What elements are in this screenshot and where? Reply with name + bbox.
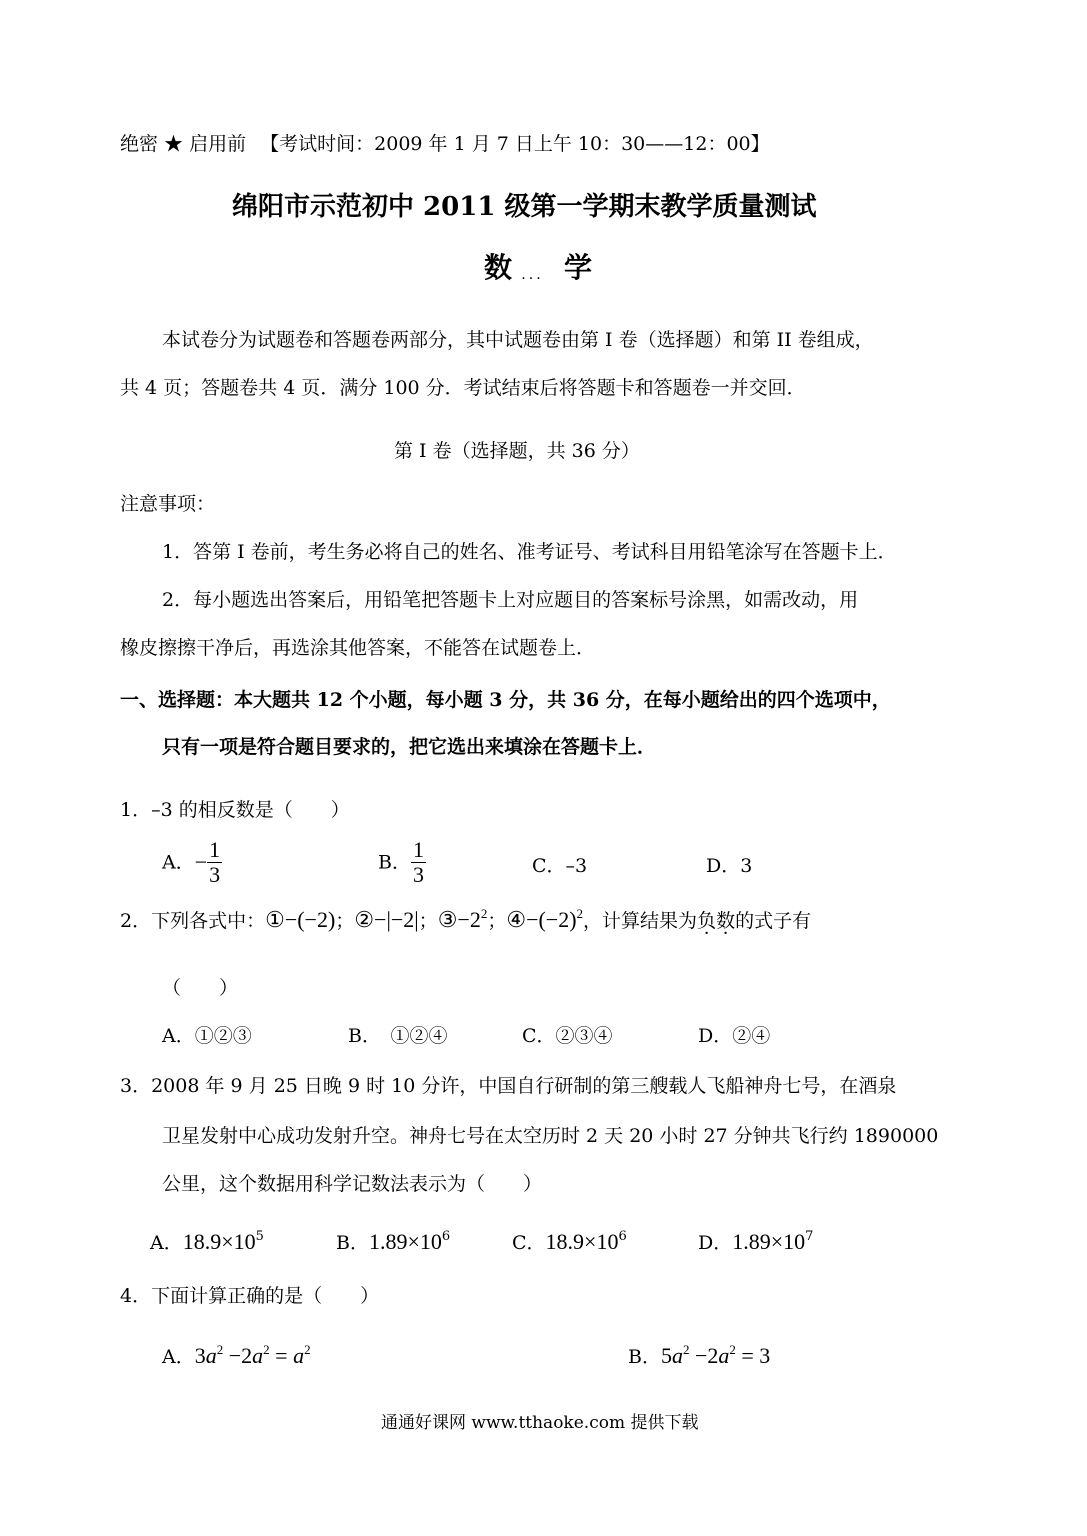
q4-b-exp-1: 2 (682, 1342, 690, 1357)
q3-b-label: B． (336, 1232, 369, 1254)
q4-b-coef-1: 5 (660, 1343, 672, 1368)
q2-expr-3 (438, 907, 488, 932)
q2-option-c: C．②③④ (522, 1025, 613, 1047)
q2-expr-2: ②−|−2| (354, 907, 419, 932)
secret-label: 绝密 ★ 启用前 (120, 133, 247, 155)
q3-option-c (512, 1230, 627, 1255)
q1-b-numerator: 1 (412, 837, 424, 862)
q2-paren: （ ） (162, 977, 239, 999)
q3-c-base: 18.9×10 (545, 1229, 619, 1254)
section1-line-1: 一、选择题：本大题共 12 个小题，每小题 3 分，共 36 分，在每小题给出的四个选项中， (120, 689, 891, 711)
q1-option-d: D．3 (706, 855, 753, 877)
q2-emphasis-shu: 数 (716, 910, 736, 932)
q1-option-a (162, 838, 222, 898)
q2-sep-3: ； (487, 910, 507, 932)
q2-emphasis-fu: 负 (697, 910, 717, 932)
q4-b-label: B． (628, 1346, 661, 1368)
q2-prefix: 2．下列各式中： (120, 910, 266, 932)
q4-b-exp-2: 2 (729, 1342, 736, 1357)
q4-option-a (162, 1344, 311, 1369)
intro-line-2: 共 4 页；答题卷共 4 页．满分 100 分．考试结束后将答题卡和答题卷一并交回． (120, 377, 806, 399)
q4-a-var-2: a (252, 1343, 264, 1368)
intro-line-1: 本试卷分为试题卷和答题卷两部分，其中试题卷由第 I 卷（选择题）和第 II 卷组成， (162, 329, 874, 351)
q4-a-exp-2: 2 (263, 1342, 270, 1357)
q1-a-label: A． (162, 851, 195, 874)
q3-option-d (698, 1230, 813, 1255)
q2-expr-1: ①−(−2) (265, 907, 336, 932)
q2-stem (120, 908, 811, 933)
q3-line-1: 3．2008 年 9 月 25 日晚 9 时 10 分许，中国自行研制的第三艘载人飞船神舟七号，在酒泉 (120, 1075, 897, 1097)
part1-heading: 第 I 卷（选择题，共 36 分） (394, 440, 640, 462)
page-footer: 通通好课网 www.tthaoke.com 提供下载 (381, 1413, 699, 1433)
q3-a-exp: 5 (255, 1229, 264, 1244)
q4-a-var-1: a (205, 1343, 217, 1368)
q4-a-exp-3: 2 (304, 1342, 311, 1357)
q3-c-exp: 6 (618, 1229, 627, 1244)
q4-a-expr (195, 1343, 311, 1368)
subject-title (484, 246, 592, 286)
q4-a-exp-1: 2 (216, 1342, 224, 1357)
q4-option-b (628, 1344, 770, 1369)
q1-a-numerator: 1 (209, 837, 221, 862)
q3-b-base: 1.89×10 (368, 1229, 442, 1254)
q4-stem: 4．下面计算正确的是（ ） (120, 1285, 380, 1307)
q2-option-d: D．②④ (698, 1025, 771, 1047)
q4-b-expr (661, 1343, 770, 1368)
q1-stem: 1．–3 的相反数是（ ） (120, 799, 350, 821)
q3-line-3: 公里，这个数据用科学记数法表示为（ ） (162, 1173, 543, 1195)
page-title: 绵阳市示范初中 2011 级第一学期末教学质量测试 (232, 192, 817, 222)
q4-a-var-3: a (293, 1343, 305, 1368)
q1-option-b (378, 838, 426, 898)
q3-d-base: 1.89×10 (732, 1229, 806, 1254)
q3-d-label: D． (698, 1232, 733, 1254)
q2-suffix-b: 的式子有 (735, 910, 812, 932)
q2-expr-4 (506, 907, 583, 932)
subject-right-char: 学 (563, 251, 592, 284)
q3-c-label: C． (512, 1232, 546, 1254)
q4-a-label: A． (162, 1346, 195, 1368)
q4-b-coef-2: −2 (694, 1343, 719, 1368)
notice-heading: 注意事项： (120, 493, 216, 515)
document-header (120, 132, 770, 156)
q1-a-denominator: 3 (209, 862, 221, 887)
q1-a-fraction (207, 838, 222, 887)
subject-left-char: 数 (484, 251, 513, 284)
q2-sep-2: ； (418, 910, 438, 932)
q4-a-coef-2: −2 (228, 1343, 253, 1368)
q2-expr-4-exp: 2 (576, 906, 584, 921)
q2-expr-3-exp: 2 (480, 906, 488, 921)
q3-option-a (150, 1230, 264, 1255)
q2-option-a: A．①②③ (162, 1025, 252, 1047)
q3-line-2: 卫星发射中心成功发射升空。神舟七号在太空历时 2 天 20 小时 27 分钟共飞行约 1890000 (162, 1125, 939, 1147)
q1-b-fraction (411, 838, 426, 887)
q1-b-denominator: 3 (412, 862, 424, 887)
notice-item-1: 1．答第 I 卷前，考生务必将自己的姓名、准考证号、考试科目用铅笔涂写在答题卡上． (162, 541, 897, 563)
notice-item-2-line-2: 橡皮擦擦干净后，再选涂其他答案，不能答在试题卷上． (120, 637, 596, 659)
q1-option-c: C．–3 (532, 855, 588, 877)
q3-b-exp: 6 (441, 1229, 451, 1244)
q2-expr-4-base: ④−(−2) (506, 907, 577, 932)
q3-option-b (336, 1230, 450, 1255)
notice-item-2-line-1: 2．每小题选出答案后，用铅笔把答题卡上对应题目的答案标号涂黑，如需改动，用 (162, 589, 859, 611)
q1-a-sign: − (194, 849, 208, 875)
subject-dots: ... (521, 271, 545, 282)
q3-a-base: 18.9×10 (182, 1229, 256, 1254)
q4-b-var-1: a (671, 1343, 683, 1368)
q3-d-exp: 7 (805, 1229, 814, 1244)
q4-a-coef-1: 3 (194, 1343, 206, 1368)
q4-b-result: = 3 (741, 1343, 771, 1368)
q2-suffix-a: ，计算结果为 (583, 910, 698, 932)
q2-expr-3-base: ③−2 (437, 907, 481, 932)
section1-line-2: 只有一项是符合题目要求的，把它选出来填涂在答题卡上． (162, 736, 657, 758)
q3-a-label: A． (150, 1232, 183, 1254)
exam-time: 【考试时间：2009 年 1 月 7 日上午 10：30——12：00】 (260, 133, 770, 155)
q2-option-b: B． ①②④ (348, 1025, 448, 1047)
q4-b-var-2: a (718, 1343, 730, 1368)
q1-b-label: B． (378, 851, 411, 874)
q2-sep-1: ； (335, 910, 355, 932)
q4-a-equals: = (275, 1343, 288, 1368)
